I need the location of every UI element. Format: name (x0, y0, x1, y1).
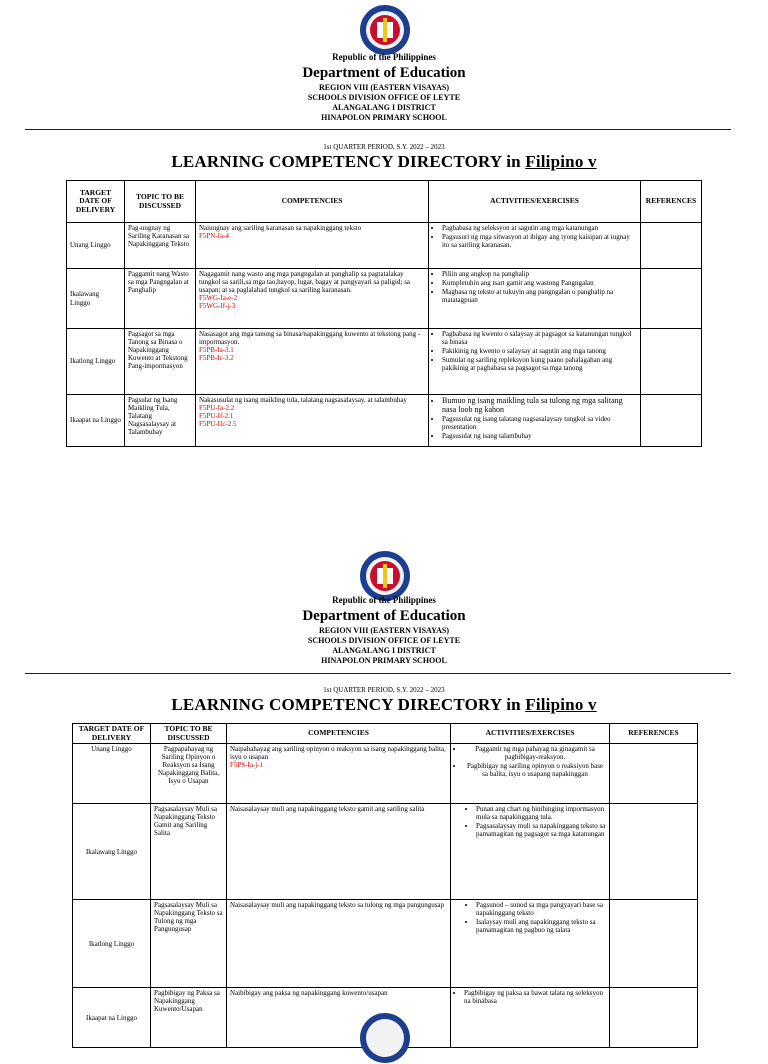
header-references: REFERENCES (641, 181, 702, 223)
competency-cell (196, 329, 429, 395)
list-item: • Paggamit ng mga pahayag na ginagamit sa pagbibigay-reaksyon. (464, 745, 606, 761)
date-cell: Ikaapat na Linggo (67, 395, 125, 447)
division-label: SCHOOLS DIVISION OFFICE OF LEYTE (307, 636, 461, 645)
date-cell: Ikalawang Linggo (67, 269, 125, 329)
list-item: • Pagsasalaysay muli sa napakinggang teksto sa pamamagitan ng pagsagot sa mga katanungan (476, 822, 606, 838)
competency-cell (196, 269, 429, 329)
title-main: LEARNING COMPETENCY DIRECTORY in (171, 695, 521, 714)
divider (25, 129, 731, 130)
references-cell (610, 804, 698, 900)
competency-code: F5PU-If-2.1 (199, 412, 234, 421)
title-main: LEARNING COMPETENCY DIRECTORY in (171, 152, 521, 171)
document-title (0, 152, 768, 172)
department-name: Department of Education (302, 65, 466, 81)
list-item: • Pagbabasa ng seleksyon at sagutin ang mga katanungan (442, 224, 637, 232)
competency-code: F5PU-IIc-2.5 (199, 420, 237, 429)
letterhead (0, 53, 768, 123)
title-subject: Filipino v (525, 695, 597, 714)
activities-cell (429, 395, 641, 447)
table-row (67, 329, 702, 395)
date-cell: Ikaapat na Linggo (73, 988, 151, 1048)
competency-code: F5PB-Ic-3.2 (199, 354, 234, 363)
topic-cell: Paggamit nang Wasto sa mga Pangngalan at Panghalip (125, 269, 196, 329)
header-competencies: COMPETENCIES (227, 724, 451, 744)
date-cell: Unang Linggo (73, 744, 151, 804)
references-cell (641, 329, 702, 395)
date-cell: Ikatlong Linggo (73, 900, 151, 988)
activities-cell (451, 804, 610, 900)
competency-code: F5PS-Ia-j-1 (230, 761, 264, 770)
school-label: HINAPOLON PRIMARY SCHOOL (321, 656, 447, 665)
header-activities: ACTIVITIES/EXERCISES (429, 181, 641, 223)
deped-seal-icon (359, 4, 411, 56)
header-activities: ACTIVITIES/EXERCISES (451, 724, 610, 744)
date-cell: Unang Linggo (67, 223, 125, 269)
list-item: • Pagsusulat ng isang talambuhay (442, 432, 637, 440)
deped-seal-icon (359, 1012, 411, 1064)
date-cell: Ikalawang Linggo (73, 804, 151, 900)
references-cell (610, 744, 698, 804)
list-item: • Pagsunod – sunod sa mga pangyayari base sa napakinggang teksto (476, 901, 606, 917)
competency-code: F5WG-Ia-e-2 (199, 294, 238, 303)
list-item: • Pagbabasa ng kwento o salaysay at pagsagot sa katanungan tungkol sa binasa (442, 330, 637, 346)
header-target-date: TARGET DATE OF DELIVERY (67, 181, 125, 223)
school-label: HINAPOLON PRIMARY SCHOOL (321, 113, 447, 122)
competency-cell (227, 744, 451, 804)
competency-text: Naipahahayag ang sariling opinyon o reaksyon sa isang napakinggang balita, isyu o usapan (230, 745, 446, 762)
page-2 (0, 540, 768, 1024)
competency-cell (196, 395, 429, 447)
activities-cell (451, 900, 610, 988)
quarter-label: 1st QUARTER PERIOD, S.Y. 2022 – 2023 (323, 686, 445, 694)
competency-text: Nagagamit nang wasto ang mga pangngalan at panghalip sa pagtatalakay tungkol sa sarili,sa mga tao,hayop, lugar, bagay at pangyayari sa paligid; sa usapan; at sa paglalahad tungkol sa sariling karanasan. (199, 270, 411, 295)
competency-code: F5PN-Ia-4 (199, 232, 229, 241)
activities-cell (451, 744, 610, 804)
quarter-label: 1st QUARTER PERIOD, S.Y. 2022 – 2023 (323, 143, 445, 151)
region-label: REGION VIII (EASTERN VISAYAS) (318, 83, 450, 92)
list-item: • Pagbibigay ng sariling opinyon o reaksiyon base sa balita, isyu o usapang napakinggan (464, 762, 606, 778)
district-label: ALANGALANG I DISTRICT (332, 646, 436, 655)
activities-cell (429, 269, 641, 329)
competency-code: F5PU-Ia-2.2 (199, 404, 235, 413)
list-item: • Pagsusulat ng isang talatang nagsasalaysay tungkol sa video presentation (442, 415, 637, 431)
header-target-date: TARGET DATE OF DELIVERY (73, 724, 151, 744)
letterhead (0, 596, 768, 666)
header-topic: TOPIC TO BE DISCUSSED (125, 181, 196, 223)
references-cell (641, 223, 702, 269)
table-row (67, 269, 702, 329)
topic-cell: Pagsulat ng Isang Maikling Tula, Talatang Nagsasalaysay at Talambuhay (125, 395, 196, 447)
references-cell (641, 395, 702, 447)
competency-text: Naisasalaysay muli ang napakinggang teksto gamit ang sariling salita (230, 805, 425, 814)
references-cell (610, 988, 698, 1048)
competency-cell (196, 223, 429, 269)
republic-label: Republic of the Philippines (332, 595, 436, 605)
department-name: Department of Education (302, 608, 466, 624)
topic-cell: Pagsasalaysay Muli sa Napakinggang Teksto sa Tulong ng mga Pangungusap (151, 900, 227, 988)
list-item: • Sumulat ng sariling repleksyon kung paano pahalagahan ang pakikinig at pagbabasa sa pagsagot sa mga tanong (442, 356, 637, 372)
header-competencies: COMPETENCIES (196, 181, 429, 223)
header-topic: TOPIC TO BE DISCUSSED (151, 724, 227, 744)
references-cell (641, 269, 702, 329)
competency-text: Naiuugnay ang sariling karanasan sa napakinggang teksto (199, 224, 362, 232)
topic-cell: Pagpapahayag ng Sariling Opinyon o Reaksyon sa Isang Napakinggang Balita, Isyu o Usapan (151, 744, 227, 804)
list-item: • Isalaysay muli ang napakinggang teksto sa pamamagitan ng pagbuo ng talata (476, 918, 606, 934)
topic-cell: Pagbibigay ng Paksa sa Napakinggang Kuwento/Usapan (151, 988, 227, 1048)
region-label: REGION VIII (EASTERN VISAYAS) (318, 626, 450, 635)
topic-cell: Pagsagot sa mga Tanong sa Binasa o Napakinggang Kuwento at Tekstong Pang-impormasyon (125, 329, 196, 395)
district-label: ALANGALANG I DISTRICT (332, 103, 436, 112)
competency-table-1 (66, 180, 702, 447)
activities-cell (451, 988, 610, 1048)
table-row (67, 395, 702, 447)
table-row (73, 804, 698, 900)
list-item: • Piliin ang angkop na panghalip (442, 270, 637, 278)
page-1 (0, 0, 768, 460)
division-label: SCHOOLS DIVISION OFFICE OF LEYTE (307, 93, 461, 102)
competency-cell (227, 804, 451, 900)
competency-code: F5PB-Ia-3.1 (199, 346, 234, 355)
list-item: • Pagsusuri ng mga sitwasyon at ibigay ang iyong kaisipan at iugnay ito sa sariling karanasan. (442, 233, 637, 249)
competency-code: F5WG-If-j-3 (199, 302, 236, 311)
list-item: • Punan ang chart ng hinihinging impormasyon mula sa napakinggang tula. (476, 805, 606, 821)
competency-text: Naisasalaysay muli ang napakinggang teksto sa tulong ng mga pangungusap (230, 901, 445, 910)
list-item: • Pagbibigay ng paksa sa bawat talata ng seleksyon na binabasa (464, 989, 606, 1005)
competency-text: Nakasusulat ng isang maikling tula, talatang nagsasalaysay, at talambuhay (199, 396, 407, 404)
table-row (67, 223, 702, 269)
references-cell (610, 900, 698, 988)
table-row (73, 900, 698, 988)
competency-table-2 (72, 723, 698, 1048)
activities-cell (429, 329, 641, 395)
list-item: • Pakikinig ng kwento o salaysay at sagutin ang mga tanong (442, 347, 637, 355)
list-item: • Bumuo ng isang maikling tula sa tulong ng mga salitang nasa loob ng kahon (442, 396, 637, 414)
header-references: REFERENCES (610, 724, 698, 744)
competency-cell (227, 900, 451, 988)
activities-cell (429, 223, 641, 269)
date-cell: Ikatlong Linggo (67, 329, 125, 395)
republic-label: Republic of the Philippines (332, 52, 436, 62)
competency-text: Naibibigay ang paksa ng napakinggang kuwento/usapan (230, 989, 388, 998)
title-subject: Filipino v (525, 152, 597, 171)
competency-cell (227, 988, 451, 1048)
list-item: • Kumpletuhin ang tsart gamit ang wastong Pangngalan (442, 279, 637, 287)
divider (25, 673, 731, 674)
table-row (73, 744, 698, 804)
list-item: • Magbasa ng teksto at tukuyin ang pangngalan o panghalip na matatagpuan (442, 288, 637, 304)
topic-cell: Pag-uugnay ng Sariling Karanasan sa Napakinggang Teksto (125, 223, 196, 269)
competency-text: Nasasagot ang mga tanong sa binasa/napakinggang kuwento at tekstong pang - impormasyon. (199, 330, 421, 347)
document-title (0, 695, 768, 715)
topic-cell: Pagsasalaysay Muli sa Napakinggang Teksto Gamit ang Sariling Salita (151, 804, 227, 900)
